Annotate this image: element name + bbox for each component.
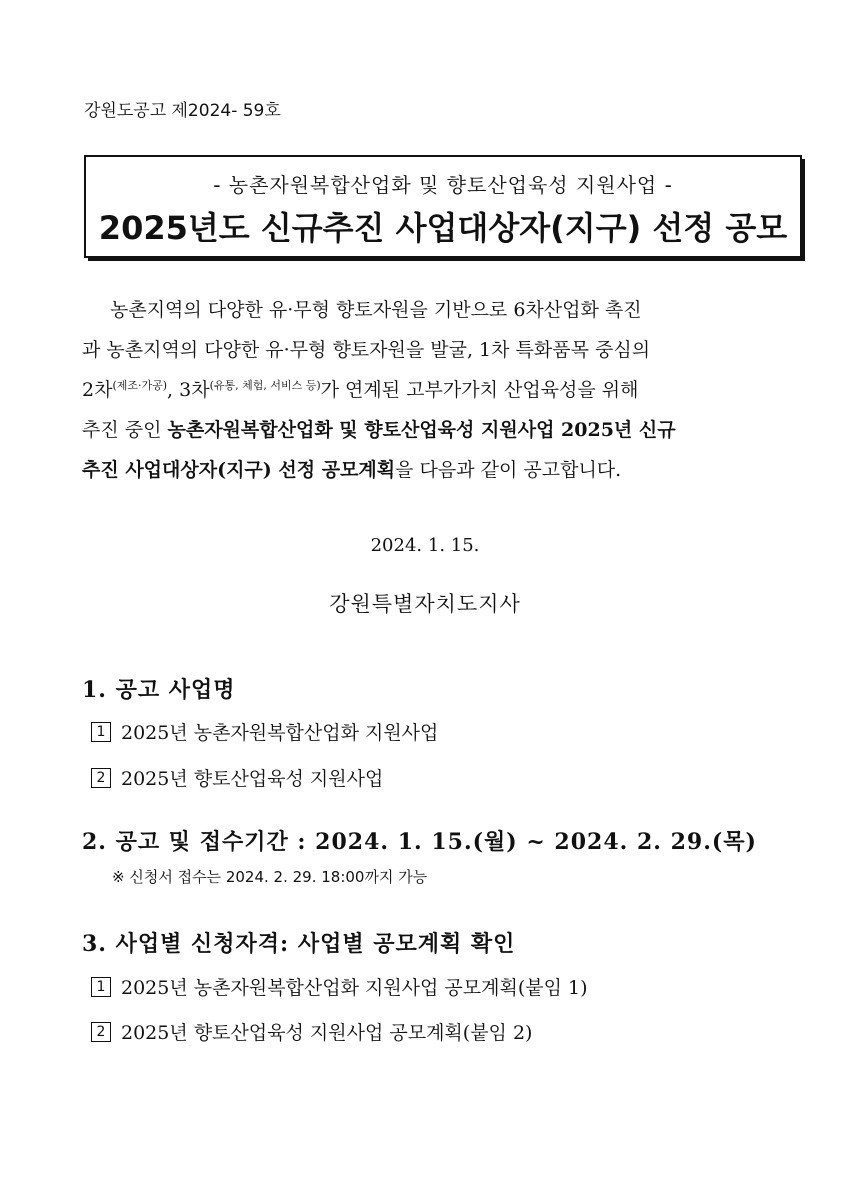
section-1-heading: 1. 공고 사업명 bbox=[82, 677, 236, 703]
intro-line-5 bbox=[82, 450, 774, 490]
intro-text: 추진 중인 bbox=[82, 419, 168, 441]
section-2-note: ※ 신청서 접수는 2024. 2. 29. 18:00까지 가능 bbox=[112, 868, 428, 886]
intro-line-1: 농촌지역의 다양한 유·무형 향토자원을 기반으로 6차산업화 촉진 bbox=[110, 299, 642, 321]
intro-bold-text: 추진 사업대상자(지구) 선정 공모계획 bbox=[82, 459, 396, 481]
intro-text: 2차 bbox=[82, 379, 113, 401]
section-3-item bbox=[91, 1018, 532, 1045]
intro-text: , 3차 bbox=[167, 379, 210, 401]
notice-number: 강원도공고 제2024- 59호 bbox=[84, 101, 281, 121]
intro-line-4 bbox=[82, 410, 774, 450]
item-text: 2025년 농촌자원복합산업화 지원사업 bbox=[121, 722, 439, 744]
intro-superscript: (제조·가공) bbox=[112, 379, 168, 392]
section-1-item bbox=[91, 718, 438, 745]
governor-signature: 강원특별자치도지사 bbox=[329, 592, 521, 616]
title-box bbox=[84, 155, 802, 258]
boxed-number: 1 bbox=[91, 977, 111, 997]
title-main: 2025년도 신규추진 사업대상자(지구) 선정 공모 bbox=[98, 209, 788, 247]
title-subtitle: - 농촌자원복합산업화 및 향토산업육성 지원사업 - bbox=[213, 173, 673, 197]
item-text: 2025년 향토산업육성 지원사업 공모계획(붙임 2) bbox=[121, 1022, 533, 1044]
intro-text: 가 연계된 고부가가치 산업육성을 위해 bbox=[320, 379, 639, 401]
intro-bold-text: 농촌자원복합산업화 및 향토산업육성 지원사업 2025년 신규 bbox=[167, 419, 676, 441]
boxed-number: 2 bbox=[91, 1022, 111, 1042]
intro-line-2: 과 농촌지역의 다양한 유·무형 향토자원을 발굴, 1차 특화품목 중심의 bbox=[82, 339, 651, 361]
section-2-heading: 2. 공고 및 접수기간 : 2024. 1. 15.(월) ~ 2024. 2. 29.(목) bbox=[82, 829, 757, 855]
intro-superscript: (유통, 체험, 서비스 등) bbox=[209, 379, 321, 392]
item-text: 2025년 농촌자원복합산업화 지원사업 공모계획(붙임 1) bbox=[121, 977, 588, 999]
notice-date: 2024. 1. 15. bbox=[370, 535, 480, 556]
section-3-heading: 3. 사업별 신청자격: 사업별 공모계획 확인 bbox=[82, 931, 516, 957]
boxed-number: 1 bbox=[91, 722, 111, 742]
intro-text: 을 다음과 같이 공고합니다. bbox=[395, 459, 622, 481]
section-1-item bbox=[91, 764, 383, 791]
section-3-item bbox=[91, 973, 588, 1000]
intro-paragraph bbox=[82, 290, 774, 490]
boxed-number: 2 bbox=[91, 768, 111, 788]
item-text: 2025년 향토산업육성 지원사업 bbox=[121, 768, 384, 790]
intro-line-3 bbox=[82, 370, 774, 410]
